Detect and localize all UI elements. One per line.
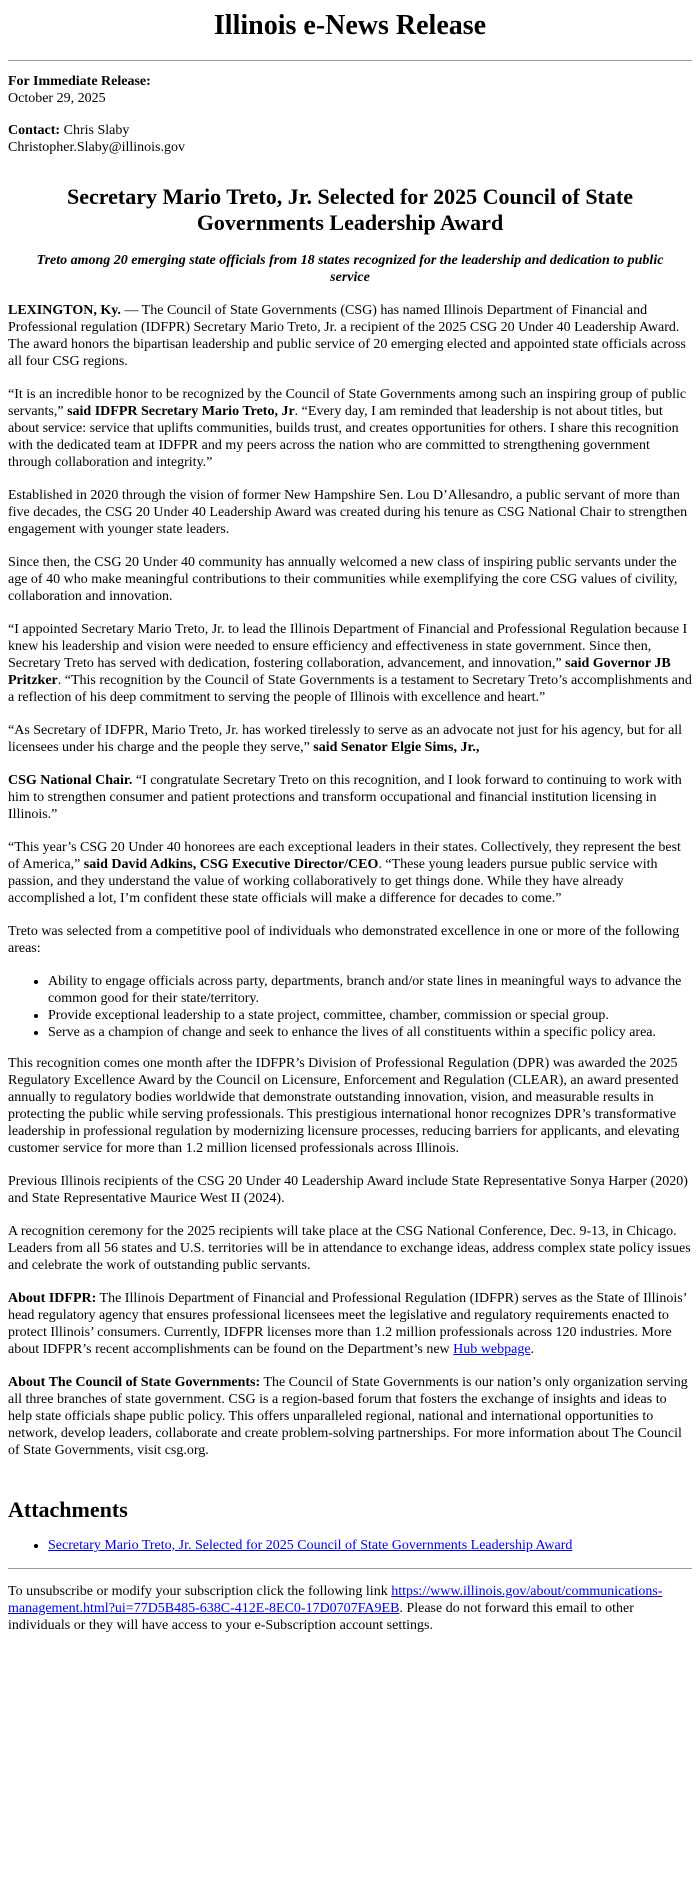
paragraph-community: Since then, the CSG 20 Under 40 community has annually welcomed a new class of inspiring public servants under the age of 40 who make meaningful contributions to their communities while exemplifying the core CSG values of civility, collaboration and innovation. (8, 555, 678, 604)
paragraph-clear-award: This recognition comes one month after the IDFPR’s Division of Professional Regulation (DPR) was awarded the 2025 Regulatory Excellence Award by the Council on Licensure, Enforcement and Regulation (CLEAR), an award presented annually to regulatory bodies worldwide that demonstrate outstanding innovation, vision, and measurable results in protecting the public while serving professionals. This prestigious international honor recognizes DPR’s transformative leadership in professional regulation by modernizing licensure processes, reducing barriers for applicants, and elevating customer service for more than 1.2 million licensed professionals across Illinois. (8, 1056, 680, 1156)
paragraph-sims-quote-continued (8, 772, 692, 823)
paragraph-history: Established in 2020 through the vision of former New Hampshire Sen. Lou D’Allesandro, a public servant of more than five decades, the CSG 20 Under 40 Leadership Award was created during his tenure as CSG National Chair to strengthen engagement with younger state leaders. (8, 488, 688, 537)
email-page (0, 10, 700, 1634)
paragraph-previous-recipients: Previous Illinois recipients of the CSG 20 Under 40 Leadership Award include State Representative Sonya Harper (2020) and State Representative Maurice West II (2024). (8, 1174, 688, 1206)
about-label: About IDFPR: (8, 1291, 97, 1306)
paragraph-about-csg (8, 1374, 692, 1459)
quote-text: . “This recognition by the Council of State Governments is a testament to Secretary Treto’s accomplishments and a reflection of his deep commitment to serving the people of Illinois with excellence and heart.” (8, 673, 692, 705)
contact-name: Chris Slaby (63, 123, 130, 138)
quote-text: . “Every day, I am reminded that leadership is not about titles, but about service: service that uplifts communities, builds trust, and creates opportunities for others. I share this recognition with the dedicated team at IDFPR and my peers across the nation who are committed to strengthening government through collaboration and integrity.” (8, 404, 679, 470)
contact-info (8, 122, 692, 156)
article-subhead: Treto among 20 emerging state officials from 18 states recognized for the leadership and dedication to public service (36, 253, 664, 285)
list-item: • Ability to engage officials across party, departments, branch and/or state lines in meaningful ways to advance the common good for their state/territory. (48, 973, 692, 1007)
paragraph-about-idfpr (8, 1290, 692, 1358)
quote-attribution: said David Adkins, CSG Executive Director/CEO (83, 857, 379, 872)
about-text: The Illinois Department of Financial and Professional Regulation (IDFPR) serves as the State of Illinois’ head regulatory agency that ensures professional licensees meet the legislative and regulatory requirements enacted to protect Illinois’ consumers. Currently, IDFPR licenses more than 1.2 million professionals across 120 industries. More about IDFPR’s recent accomplishments can be found on the Department’s new (8, 1291, 687, 1357)
contact-email: Christopher.Slaby@illinois.gov (8, 140, 186, 155)
list-item: • Serve as a champion of change and seek to enhance the lives of all constituents within a specific policy area. (48, 1024, 692, 1041)
release-date: October 29, 2025 (8, 91, 106, 106)
top-divider (8, 60, 692, 61)
release-label: For Immediate Release: (8, 74, 151, 89)
quote-attribution: CSG National Chair. (8, 773, 133, 788)
unsubscribe-notice (8, 1583, 692, 1634)
list-item: • Provide exceptional leadership to a state project, committee, chamber, commission or special group. (48, 1007, 692, 1024)
about-text: The Council of State Governments is our nation’s only organization serving all three branches of state government. CSG is a region-based forum that fosters the exchange of insights and ideas to help state officials shape public policy. This offers unparalleled regional, national and international opportunities to network, develop leaders, collaborate and create problem-solving partnerships. For more information about The Council of State Governments, visit csg.org. (8, 1375, 688, 1458)
about-label: About The Council of State Governments: (8, 1375, 261, 1390)
quote-attribution: said Senator Elgie Sims, Jr., (313, 740, 480, 755)
article-headline: Secretary Mario Treto, Jr. Selected for 2025 Council of State Governments Leadership Award (67, 184, 633, 235)
release-info (8, 73, 692, 107)
quote-attribution: said IDFPR Secretary Mario Treto, Jr (67, 404, 295, 419)
quote-text: . “These young leaders pursue public service with passion, and they understand the value of working collaboratively to get things done. While they have already accomplished a lot, I’m confident these state officials will make a difference for decades to come.” (8, 857, 658, 906)
unsubscribe-intro: To unsubscribe or modify your subscription click the following link (8, 1584, 392, 1599)
quote-attribution: said Governor JB Pritzker (8, 656, 671, 688)
unsubscribe-outro: . Please do not forward this email to other individuals or they will have access to your e-Subscription account settings. (8, 1601, 634, 1633)
attachments-heading: Attachments (8, 1497, 128, 1522)
about-text-end: . (530, 1342, 535, 1357)
paragraph-selection: Treto was selected from a competitive pool of individuals who demonstrated excellence in one or more of the following areas: (8, 924, 680, 956)
paragraph-adkins-quote (8, 839, 692, 907)
quote-text: “This year’s CSG 20 Under 40 honorees are each exceptional leaders in their states. Collectively, they represent the best of America,” (8, 840, 681, 872)
list-item (48, 1537, 692, 1554)
release-meta (8, 73, 692, 156)
paragraph-text: — The Council of State Governments (CSG) has named Illinois Department of Financial and Professional regulation (IDFPR) Secretary Mario Treto, Jr. a recipient of the 2025 CSG 20 Under 40 Leadership Award. The award honors the bipartisan leadership and public service of 20 emerging elected and appointed state officials across all four CSG regions. (8, 303, 686, 369)
paragraph-sims-quote (8, 722, 692, 756)
quote-text: “As Secretary of IDFPR, Mario Treto, Jr. has worked tirelessly to serve as an advocate not just for his agency, but for all licensees under his charge and the people they serve,” (8, 723, 683, 755)
hub-webpage-link[interactable]: Hub webpage (453, 1342, 531, 1357)
paragraph-pritzker-quote (8, 621, 692, 706)
quote-text: “I appointed Secretary Mario Treto, Jr. to lead the Illinois Department of Financial and Professional Regulation because I knew his leadership and vision were needed to ensure efficiency and effectiveness in state government. Since then, Secretary Treto has served with dedication, fostering collaboration, advancement, and innovation,” (8, 622, 688, 671)
quote-text: “It is an incredible honor to be recognized by the Council of State Governments among such an inspiring group of public servants,” (8, 387, 687, 419)
footer-divider (8, 1568, 692, 1569)
article-body (8, 302, 692, 1459)
excellence-areas-list (8, 973, 692, 1041)
subscription-management-link[interactable]: https://www.illinois.gov/about/communications-management.html?ui=77D5B485-638C-412E-8EC0-17D0707FA9EB (8, 1584, 663, 1616)
dateline: LEXINGTON, Ky. (8, 303, 121, 318)
paragraph-treto-quote (8, 386, 692, 471)
paragraph-ceremony: A recognition ceremony for the 2025 recipients will take place at the CSG National Conference, Dec. 9-13, in Chicago. Leaders from all 56 states and U.S. territories will be in attendance to exchange ideas, address complex state policy issues and celebrate the work of outstanding public servants. (8, 1224, 691, 1273)
attachments-list (8, 1537, 692, 1554)
contact-label: Contact: (8, 123, 61, 138)
paragraph-intro (8, 302, 692, 370)
quote-text: “I congratulate Secretary Treto on this recognition, and I look forward to continuing to work with him to strengthen consumer and patient protections and transform occupational and financial institution licensing in Illinois.” (8, 773, 682, 822)
attachment-link[interactable]: Secretary Mario Treto, Jr. Selected for 2025 Council of State Governments Leadership Award (48, 1538, 573, 1553)
page-title: Illinois e-News Release (213, 10, 487, 41)
